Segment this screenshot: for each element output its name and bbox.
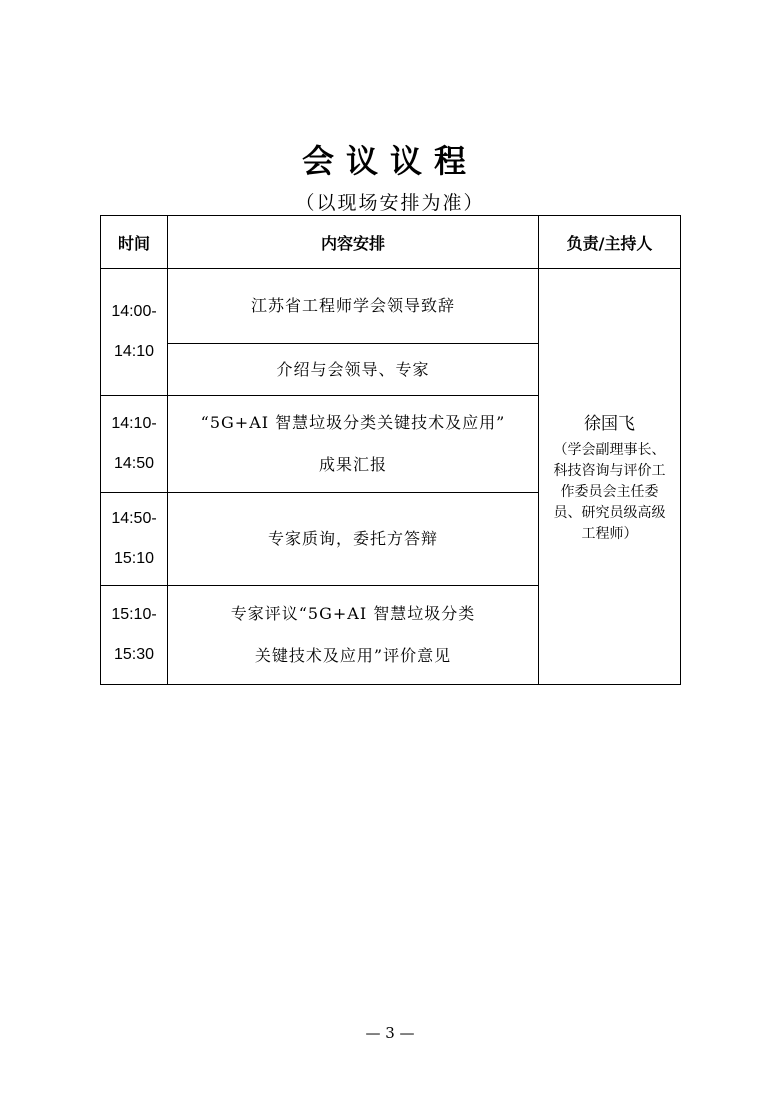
content-cell	[168, 396, 539, 493]
time-label: 14:50- 15:10	[111, 510, 157, 567]
content-cell	[168, 269, 539, 344]
table-header-row	[101, 216, 681, 269]
time-cell	[101, 493, 168, 586]
content-text: 江苏省工程师学会领导致辞	[250, 296, 455, 315]
header-host: 负责/主持人	[539, 216, 681, 269]
time-label: 14:10- 14:50	[111, 415, 157, 472]
content-text: 专家质询，委托方答辩	[267, 529, 438, 548]
page-number: — 3 —	[365, 1024, 415, 1042]
time-label: 15:10- 15:30	[111, 606, 157, 663]
content-text: “5G+AI 智慧垃圾分类关键技术及应用” 成果汇报	[200, 413, 506, 474]
header-time: 时间	[101, 216, 168, 269]
content-text: 专家评议“5G+AI 智慧垃圾分类 关键技术及应用”评价意见	[230, 604, 476, 665]
time-cell	[101, 396, 168, 493]
host-cell	[539, 269, 681, 685]
time-label: 14:00- 14:10	[111, 303, 157, 360]
table-row	[101, 269, 681, 344]
content-cell	[168, 344, 539, 396]
agenda-table	[100, 215, 681, 685]
page-subtitle: （以现场安排为准）	[295, 192, 485, 214]
page-title: 会议议程	[301, 142, 478, 180]
header-content: 内容安排	[168, 216, 539, 269]
time-cell	[101, 586, 168, 685]
content-text: 介绍与会领导、专家	[276, 359, 430, 379]
host-description: （学会副理事长、 科技咨询与评价工 作委员会主任委 员、研究员级高级 工程师）	[553, 441, 666, 542]
content-cell	[168, 586, 539, 685]
content-cell	[168, 493, 539, 586]
host-name: 徐国飞	[584, 413, 635, 434]
time-cell	[101, 269, 168, 396]
